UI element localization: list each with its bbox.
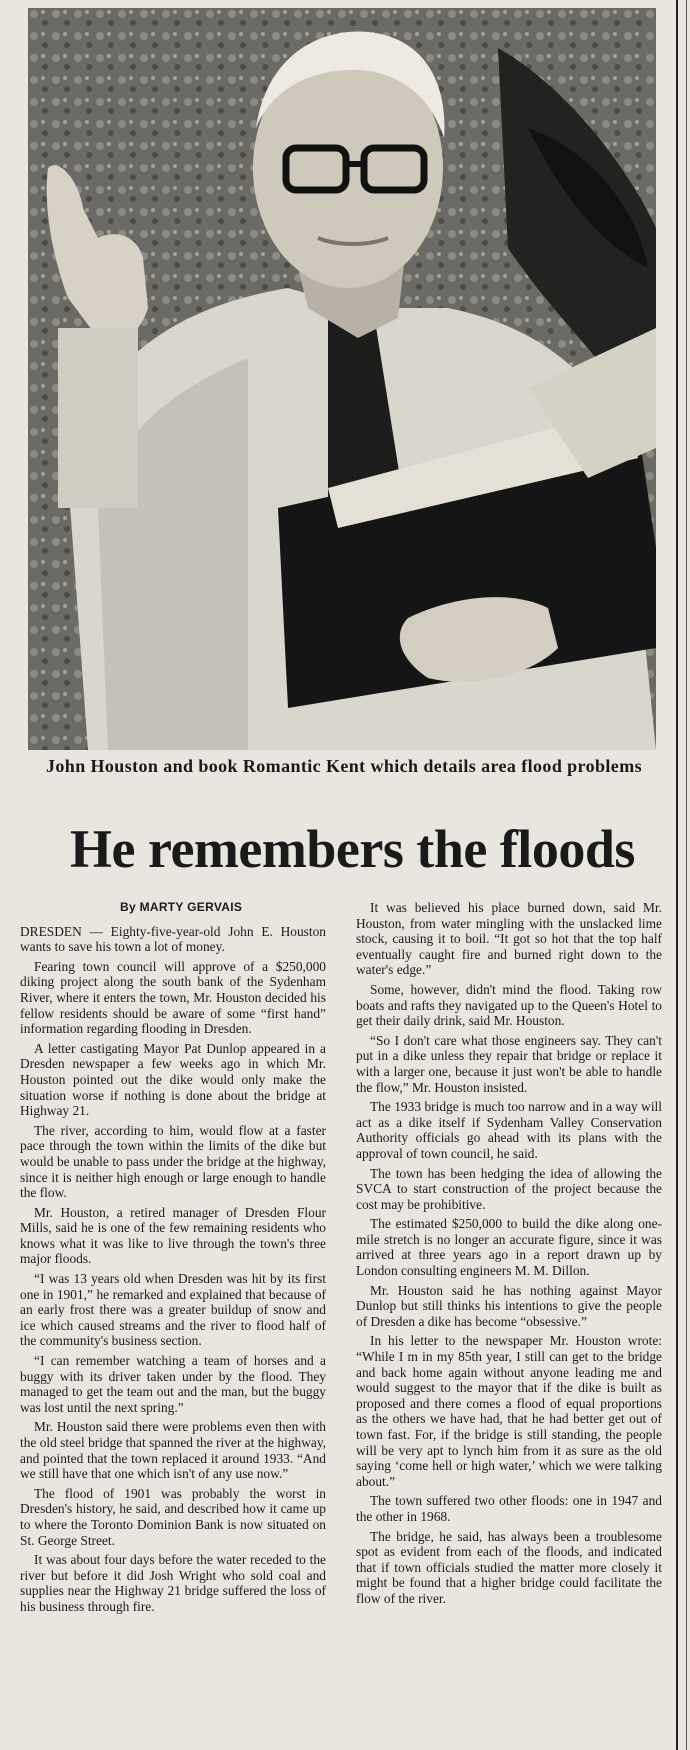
article-column-left xyxy=(20,900,326,1619)
article-paragraph: It was about four days before the water receded to the river but before it did Josh Wright who sold coal and supplies near the Highway 21 bridge suffered the loss of his business through fire. xyxy=(20,1552,326,1614)
article-paragraph: It was believed his place burned down, said Mr. Houston, from water mingling with the unslacked lime stock, causing it to boil. “It got so hot that the top half eventually caught fire and burned right down to the water's edge.” xyxy=(356,900,662,978)
article-paragraph: The river, according to him, would flow at a faster pace through the town within the limits of the dike but would be unable to pass under the bridge at the highway, since it is neither high enough or large enough to handle the flow. xyxy=(20,1122,326,1201)
article-column-right xyxy=(356,900,662,1611)
portrait-photo-illustration xyxy=(28,8,656,750)
article-paragraph: “I was 13 years old when Dresden was hit by its first one in 1901,” he remarked and explained that because of an early frost there was a greater buildup of snow and ice which caused streams and the river to flood half of the community's business section. xyxy=(20,1271,326,1349)
article-paragraph: Fearing town council will approve of a $250,000 diking project along the south bank of the Sydenham River, where it enters the town, Mr. Houston decided his fellow residents should be aware of some “first hand” information regarding flooding in Dresden. xyxy=(20,958,326,1037)
article-paragraph: DRESDEN — Eighty-five-year-old John E. Houston wants to save his town a lot of money. xyxy=(20,923,326,955)
article-paragraph: The town suffered two other floods: one in 1947 and the other in 1968. xyxy=(356,1493,662,1524)
article-paragraph: Mr. Houston, a retired manager of Dresden Flour Mills, said he is one of the few remaining residents who knows what it was like to live through the town's three major floods. xyxy=(20,1204,326,1267)
article-paragraph: In his letter to the newspaper Mr. Houston wrote: “While I m in my 85th year, I still can get to the bridge and back home again without anyone leading me and would suggest to the mayor that if the dike is built as proposed and there comes a flood of equal proportions as the others we have had, that he had better get out of town fast. For, if the bridge is still standing, the people will be very apt to lynch him from it as sure as the old saying ‘come hell or high water,’ which we were talking about.” xyxy=(356,1333,662,1489)
article-paragraph: Mr. Houston said he has nothing against Mayor Dunlop but still thinks his intentions to give the people of Dresden a dike has become “obsessive.” xyxy=(356,1282,662,1329)
article-paragraph: The 1933 bridge is much too narrow and in a way will act as a dike itself if Sydenham Valley Conservation Authority officials go ahead with its plans with the approval of town council, he said. xyxy=(356,1099,662,1161)
article-paragraph: The flood of 1901 was probably the worst in Dresden's history, he said, and described how it came up to where the Toronto Dominion Bank is now situated on St. George Street. xyxy=(20,1485,326,1548)
article-paragraph: “So I don't care what those engineers say. They can't put in a dike unless they repair that bridge or replace it with a larger one, because it just won't be able to handle the flow,” Mr. Houston insisted. xyxy=(356,1032,662,1095)
article-paragraph: A letter castigating Mayor Pat Dunlop appeared in a Dresden newspaper a few weeks ago in which Mr. Houston pointed out the dike would only make the situation worse if nothing is done about the bridge at Highway 21. xyxy=(20,1040,326,1119)
article-paragraph: Mr. Houston said there were problems even then with the old steel bridge that spanned the river at the highway, and pointed that the town replaced it around 1933. “And we still have that one which isn't of any use now.” xyxy=(20,1419,326,1482)
article-paragraph: Some, however, didn't mind the flood. Taking row boats and rafts they navigated up to the Queen's Hotel to get their daily drink, said Mr. Houston. xyxy=(356,981,662,1029)
article-paragraph: The bridge, he said, has always been a troublesome spot as evident from each of the floods, and indicated that if town officials studied the matter more closely it might be found that a higher bridge could facilitate the flow of the river. xyxy=(356,1528,662,1606)
article-paragraph: “I can remember watching a team of horses and a buggy with its driver taken under by the flood. They managed to get the team out and the man, but the buggy was lost until the next spring.” xyxy=(20,1353,326,1415)
article-paragraph: The estimated $250,000 to build the dike along one-mile stretch is no longer an accurate figure, since it was arrived at three years ago in a report drawn up by London consulting engineers M. M. Dillon. xyxy=(356,1216,662,1279)
byline: By MARTY GERVAIS xyxy=(120,900,243,914)
headline: He remembers the floods xyxy=(70,819,635,879)
column-rule xyxy=(676,0,678,1750)
article-paragraph: The town has been hedging the idea of allowing the SVCA to start construction of the project because the cost may be prohibitive. xyxy=(356,1165,662,1212)
photo-caption: John Houston and book Romantic Kent which details area flood problems xyxy=(45,756,642,776)
portrait-photo xyxy=(28,8,656,750)
page-edge-rule xyxy=(686,0,687,1750)
